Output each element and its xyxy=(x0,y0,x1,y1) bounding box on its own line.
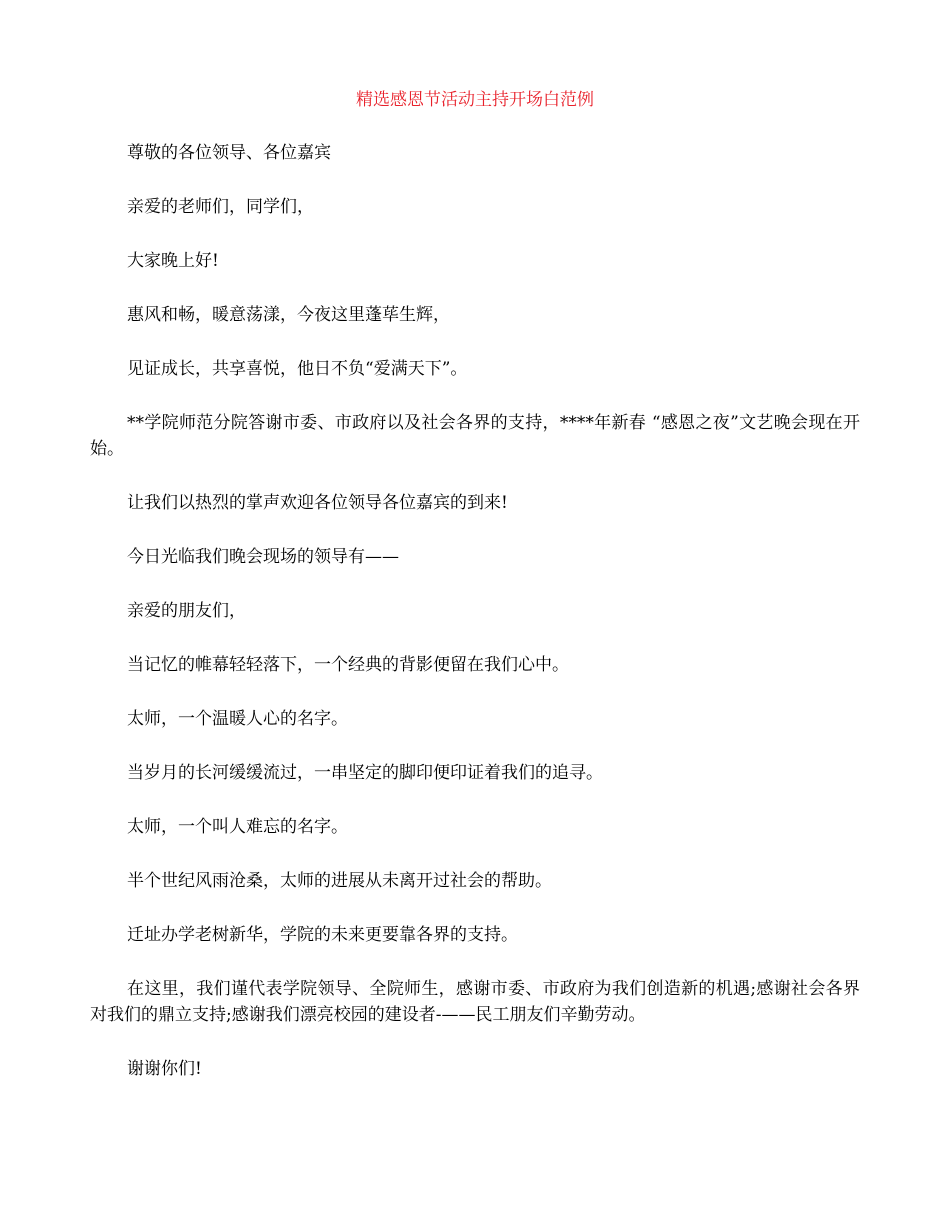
paragraph: 在这里，我们谨代表学院领导、全院师生，感谢市委、市政府为我们创造新的机遇;感谢社会各界对我们的鼎立支持;感谢我们漂亮校园的建设者-——民工朋友们辛勤劳动。 xyxy=(90,979,860,1025)
paragraph: 太师，一个温暖人心的名字。 xyxy=(127,709,348,729)
paragraph: 太师，一个叫人难忘的名字。 xyxy=(127,817,348,837)
paragraph: 谢谢你们! xyxy=(127,1059,202,1079)
paragraph: 亲爱的朋友们， xyxy=(127,601,246,621)
paragraph: 亲爱的老师们，同学们， xyxy=(127,197,314,217)
paragraph: 尊敬的各位领导、各位嘉宾 xyxy=(127,143,331,163)
paragraph: 当岁月的长河缓缓流过，一串坚定的脚印便印证着我们的追寻。 xyxy=(127,763,603,783)
paragraph: 让我们以热烈的掌声欢迎各位领导各位嘉宾的到来! xyxy=(127,493,508,513)
paragraph: 迁址办学老树新华，学院的未来更要靠各界的支持。 xyxy=(127,925,518,945)
paragraph: 当记忆的帷幕轻轻落下，一个经典的背影便留在我们心中。 xyxy=(127,655,569,675)
paragraph: 半个世纪风雨沧桑，太师的进展从未离开过社会的帮助。 xyxy=(127,871,552,891)
paragraph: 见证成长，共享喜悦，他日不负“爱满天下”。 xyxy=(127,359,468,379)
paragraph: **学院师范分院答谢市委、市政府以及社会各界的支持，****年新春 “感恩之夜”文艺晚会现在开始。 xyxy=(90,413,860,459)
paragraph: 今日光临我们晚会现场的领导有—— xyxy=(127,547,399,567)
paragraph: 惠风和畅，暖意荡漾，今夜这里蓬荜生辉， xyxy=(127,305,450,325)
document-title: 精选感恩节活动主持开场白范例 xyxy=(356,90,594,110)
paragraph: 大家晚上好! xyxy=(127,251,219,271)
